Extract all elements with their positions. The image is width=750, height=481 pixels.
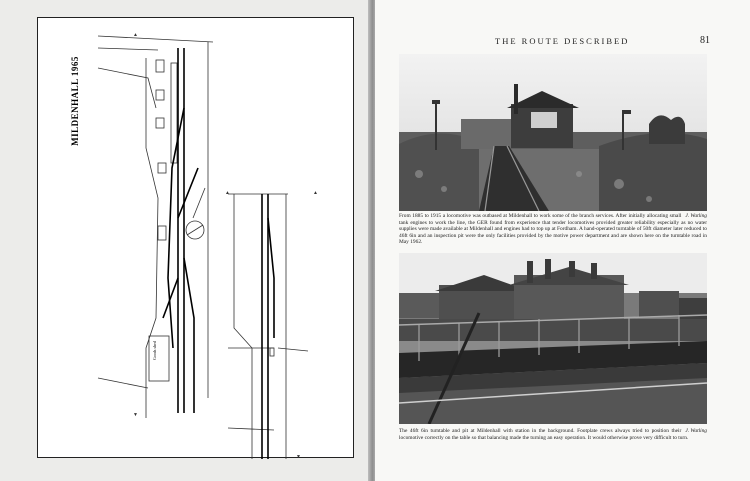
photo-turntable-and-pit xyxy=(399,253,707,424)
photo-2-credit: J. Watling xyxy=(685,428,707,434)
photo-1-credit: J. Watling xyxy=(685,213,707,219)
svg-text:▲: ▲ xyxy=(313,191,318,196)
photo-1-caption xyxy=(399,213,707,246)
track-plan-frame xyxy=(37,17,354,458)
svg-text:▲: ▲ xyxy=(225,191,230,196)
building-label: Goods shed xyxy=(152,341,157,360)
running-head: THE ROUTE DESCRIBED xyxy=(495,36,630,46)
plan-title-container xyxy=(70,56,90,146)
plan-title: MILDENHALL 1965 xyxy=(70,56,80,146)
photo-signal-box-turntable-road xyxy=(399,54,707,211)
page-number: 81 xyxy=(700,35,710,46)
svg-text:▼: ▼ xyxy=(133,413,138,418)
goods-shed-label xyxy=(150,340,168,380)
photo-2-caption xyxy=(399,428,707,441)
photo-2-caption-text: The 46ft 6in turntable and pit at Mildenhall with station in the background. Footplate crews always tried to position their locomotive correctly on the table so that balancing made the turning an easy operation. It would otherwise prove very difficult to turn. xyxy=(399,428,689,441)
svg-text:▼: ▼ xyxy=(296,455,301,459)
photo-1-caption-text: From 1885 to 1915 a locomotive was outbased at Mildenhall to work some of the branch services. After initially allocating small tank engines to work the line, the GER found from experience that tender locomotives provided greater reliability especially as no water supplies were made available at Mildenhall and engines had to top up at Fordham. A hand-operated turntable of 50ft diameter later reduced to 46ft 6in and an inspection pit were the only facilities provided by the motive power department and are shown here on the turntable road in May 1962. xyxy=(399,213,707,246)
left-page xyxy=(0,0,372,481)
svg-text:▲: ▲ xyxy=(133,33,138,38)
track-plan-diagram xyxy=(38,18,355,459)
